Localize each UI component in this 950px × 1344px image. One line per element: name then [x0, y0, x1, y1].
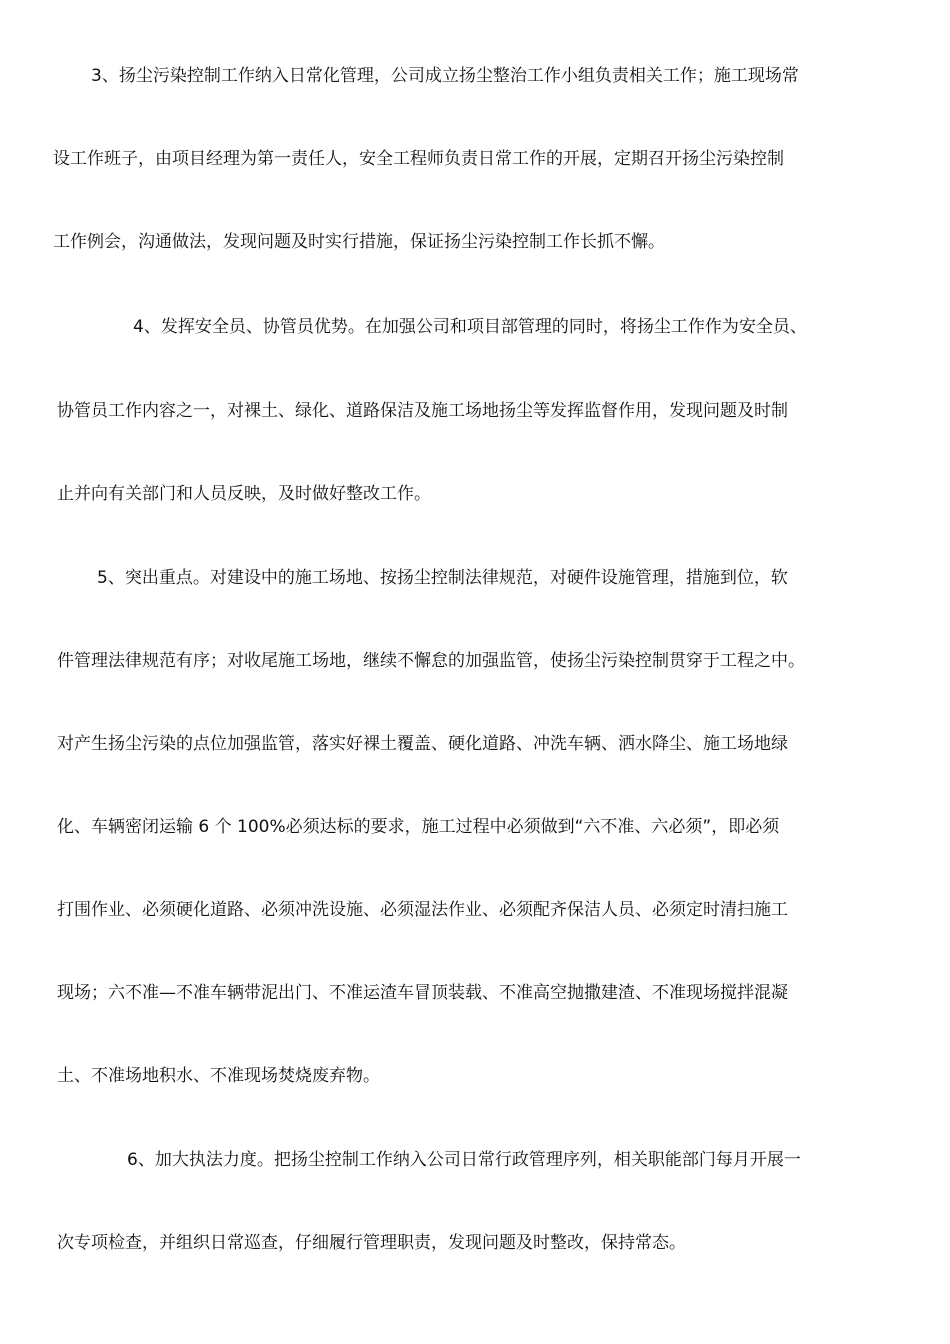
paragraph-5-line-6: 现场；六不准—不准车辆带泥出门、不准运渣车冒顶装载、不准高空抛撒建渣、不准现场搅拌混凝 — [57, 983, 788, 1003]
paragraph-4-line-3: 止并向有关部门和人员反映，及时做好整改工作。 — [57, 484, 431, 504]
paragraph-3-line-1: 3、扬尘污染控制工作纳入日常化管理，公司成立扬尘整治工作小组负责相关工作；施工现场常 — [91, 66, 799, 86]
paragraph-5-line-7: 土、不准场地积水、不准现场焚烧废弃物。 — [57, 1066, 380, 1086]
paragraph-6-line-1: 6、加大执法力度。把扬尘控制工作纳入公司日常行政管理序列，相关职能部门每月开展一 — [127, 1150, 801, 1170]
paragraph-5-line-4: 化、车辆密闭运输 6 个 100%必须达标的要求，施工过程中必须做到“六不准、六必须”，即必须 — [57, 817, 780, 837]
paragraph-4-line-1: 4、发挥安全员、协管员优势。在加强公司和项目部管理的同时，将扬尘工作作为安全员、 — [133, 317, 807, 337]
paragraph-5-line-2: 件管理法律规范有序；对收尾施工场地，继续不懈怠的加强监管，使扬尘污染控制贯穿于工程之中。 — [57, 651, 805, 671]
paragraph-4-line-2: 协管员工作内容之一，对裸土、绿化、道路保洁及施工场地扬尘等发挥监督作用，发现问题及时制 — [57, 401, 788, 421]
paragraph-6-line-2: 次专项检查，并组织日常巡查，仔细履行管理职责，发现问题及时整改，保持常态。 — [57, 1233, 686, 1253]
paragraph-5-line-3: 对产生扬尘污染的点位加强监管，落实好裸土覆盖、硬化道路、冲洗车辆、洒水降尘、施工场地绿 — [57, 734, 788, 754]
paragraph-5-line-5: 打围作业、必须硬化道路、必须冲洗设施、必须湿法作业、必须配齐保洁人员、必须定时清扫施工 — [57, 900, 788, 920]
paragraph-3-line-3: 工作例会，沟通做法，发现问题及时实行措施，保证扬尘污染控制工作长抓不懈。 — [53, 232, 665, 252]
paragraph-3-line-2: 设工作班子，由项目经理为第一责任人，安全工程师负责日常工作的开展，定期召开扬尘污染控制 — [53, 149, 784, 169]
paragraph-5-line-1: 5、突出重点。对建设中的施工场地、按扬尘控制法律规范，对硬件设施管理，措施到位，软 — [97, 568, 788, 588]
